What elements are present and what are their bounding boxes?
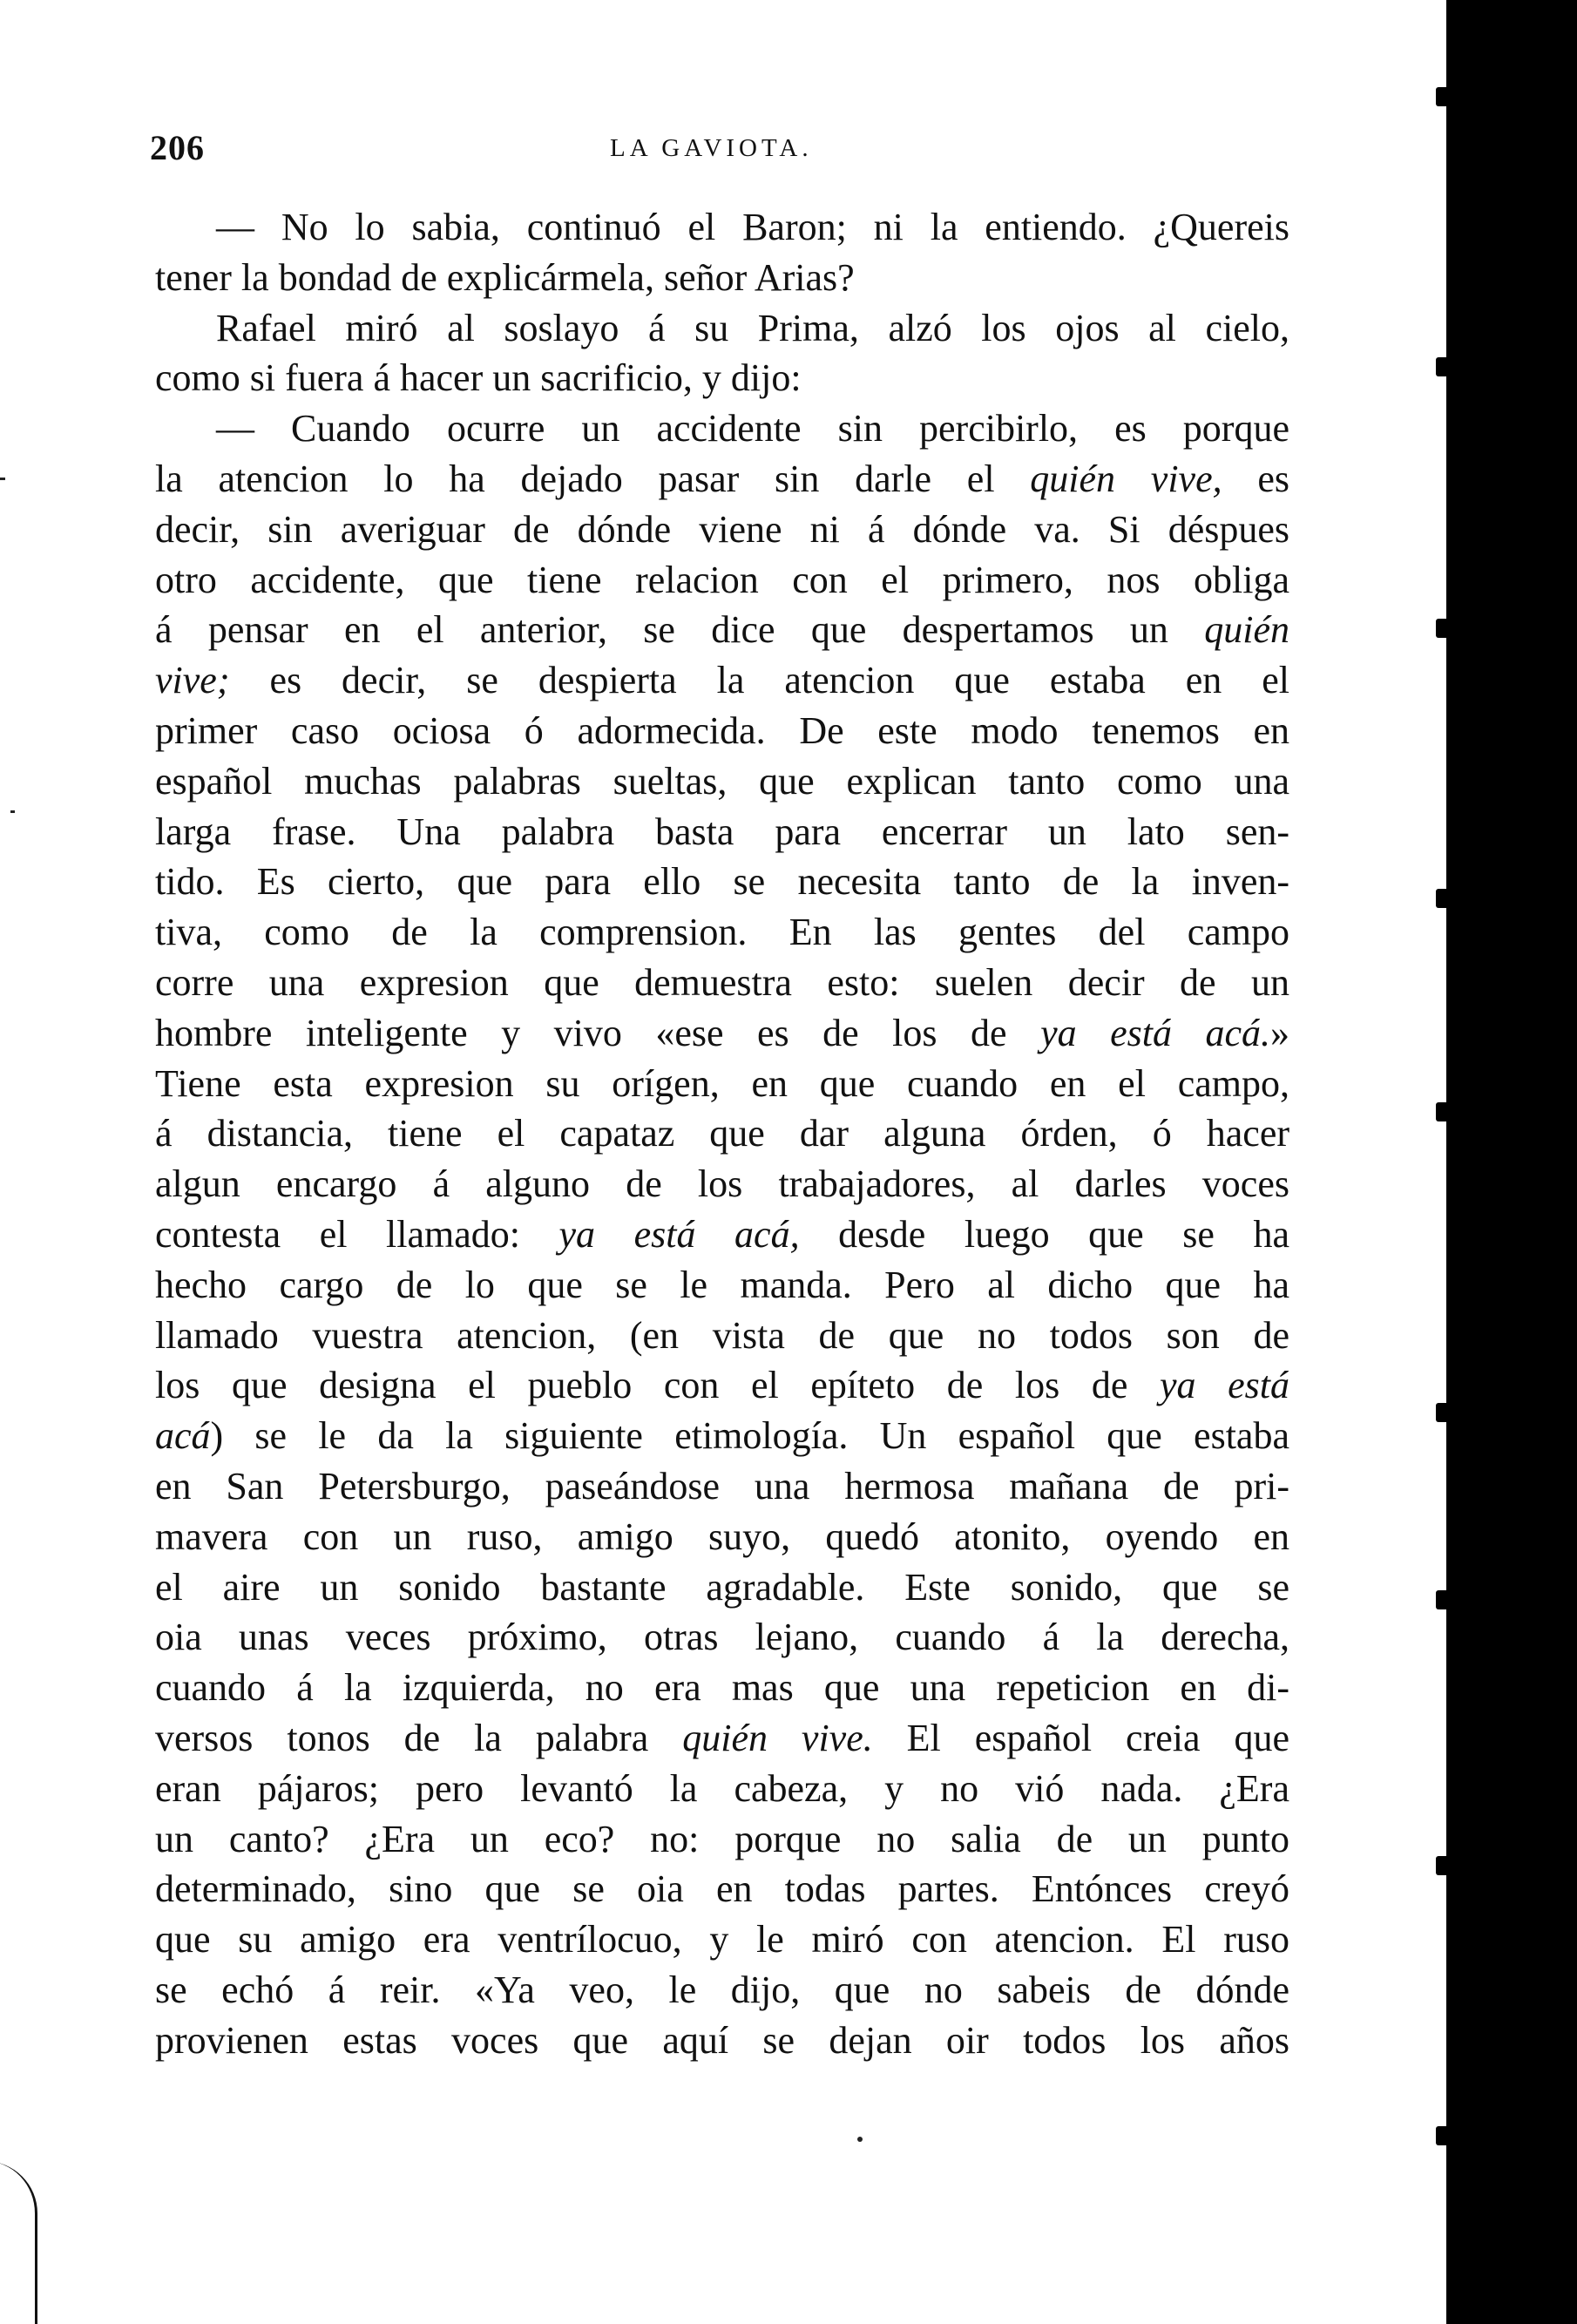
scan-edge-notch xyxy=(1436,87,1457,106)
text-line: primer caso ociosa ó adormecida. De este modo tenemos en xyxy=(155,708,1289,752)
text-line: eran pájaros; pero levantó la cabeza, y no vió nada. ¿Era xyxy=(155,1766,1289,1810)
text-line: mavera con un ruso, amigo suyo, quedó atonito, oyendo en xyxy=(155,1514,1289,1558)
italic-text: quién vive, xyxy=(1030,457,1222,500)
line-text: los que designa el pueblo con el epíteto de los de xyxy=(155,1364,1160,1407)
text-line: tener la bondad de explicármela, señor Arias? xyxy=(155,255,855,299)
line-text: es xyxy=(1222,457,1289,500)
scan-edge-notch xyxy=(1436,619,1457,638)
text-line: como si fuera á hacer un sacrificio, y dijo: xyxy=(155,356,802,400)
text-line: español muchas palabras sueltas, que explican tanto como una xyxy=(155,759,1289,803)
scan-edge-notch xyxy=(1436,1403,1457,1422)
italic-text: ya está acá, xyxy=(558,1212,800,1256)
line-text: es decir, se despierta la atencion que estaba en el xyxy=(229,659,1289,702)
line-text: contesta el llamado: xyxy=(155,1212,559,1256)
italic-text: ya está acá. xyxy=(1040,1011,1270,1054)
text-line: Tiene esta expresion su orígen, en que cuando en el campo, xyxy=(155,1061,1289,1105)
text-line: larga frase. Una palabra basta para encerrar un lato sen- xyxy=(155,810,1289,853)
line-text: versos tonos de la palabra xyxy=(155,1716,683,1759)
text-line: Rafael miró al soslayo á su Prima, alzó los ojos al cielo, xyxy=(216,306,1289,349)
line-text: hombre inteligente y vivo «ese es de los de xyxy=(155,1011,1041,1054)
scan-edge-notch xyxy=(1436,1590,1457,1609)
text-line: — No lo sabia, continuó el Baron; ni la entiendo. ¿Quereis xyxy=(216,206,1289,248)
text-line: determinado, sino que se oia en todas partes. Entónces creyó xyxy=(155,1867,1289,1911)
text-line: hecho cargo de lo que se le manda. Pero al dicho que ha xyxy=(155,1263,1289,1306)
body-text xyxy=(155,202,1289,2065)
scan-mark xyxy=(0,478,5,480)
text-line xyxy=(155,1713,1289,1764)
text-line: algun encargo á alguno de los trabajadores, al darles voces xyxy=(155,1162,1289,1206)
text-line xyxy=(155,454,1289,505)
text-line: que su amigo era ventrílocuo, y le miró con atencion. El ruso xyxy=(155,1918,1289,1962)
page-number: 206 xyxy=(150,128,205,167)
line-text: » xyxy=(1270,1011,1289,1054)
line-text: desde luego que se ha xyxy=(799,1212,1289,1256)
text-line: llamado vuestra atencion, (en vista de que no todos son de xyxy=(155,1313,1289,1357)
text-line: en San Petersburgo, paseándose una hermosa mañana de pri- xyxy=(155,1464,1289,1508)
scan-edge-notch xyxy=(1436,1856,1457,1875)
text-line xyxy=(155,1360,1289,1411)
text-line xyxy=(155,1008,1289,1059)
scan-edge-notch xyxy=(1436,2126,1457,2145)
text-line xyxy=(155,1209,1289,1260)
text-line: corre una expresion que demuestra esto: suelen decir de un xyxy=(155,960,1289,1004)
line-text: ) se le da la siguiente etimología. Un español que estaba xyxy=(210,1414,1289,1458)
text-line: decir, sin averiguar de dónde viene ni á dónde va. Si déspues xyxy=(155,507,1289,551)
text-line: á distancia, tiene el capataz que dar alguna órden, ó hacer xyxy=(155,1112,1289,1155)
text-line: el aire un sonido bastante agradable. Este sonido, que se xyxy=(155,1565,1289,1609)
text-line: — Cuando ocurre un accidente sin percibirlo, es porque xyxy=(216,407,1289,451)
line-text: la atencion lo ha dejado pasar sin darle el xyxy=(155,457,1031,500)
scan-edge-notch xyxy=(1436,357,1457,376)
text-line: se echó á reir. «Ya veo, le dijo, que no sabeis de dónde xyxy=(155,1968,1289,2011)
italic-text: acá xyxy=(155,1414,211,1458)
scan-mark xyxy=(10,810,15,813)
text-line: oia unas veces próximo, otras lejano, cuando á la derecha, xyxy=(155,1616,1289,1659)
text-line: otro accidente, que tiene relacion con el primero, nos obliga xyxy=(155,558,1289,601)
ink-speck xyxy=(857,2137,863,2142)
scan-edge-notch xyxy=(1436,1102,1457,1121)
italic-text: quién xyxy=(1204,608,1289,652)
line-text: á pensar en el anterior, se dice que despertamos un xyxy=(155,608,1205,652)
text-line: un canto? ¿Era un eco? no: porque no salia de un punto xyxy=(155,1817,1289,1860)
scan-page-curve xyxy=(0,2161,37,2324)
text-line: provienen estas voces que aquí se dejan oir todos los años xyxy=(155,2018,1289,2062)
italic-text: vive; xyxy=(155,659,230,702)
text-line: cuando á la izquierda, no era mas que una repeticion en di- xyxy=(155,1666,1289,1710)
scan-edge-notch xyxy=(1436,889,1457,908)
text-line xyxy=(155,605,1289,655)
italic-text: quién vive. xyxy=(682,1716,873,1759)
line-text: El español creia que xyxy=(872,1716,1289,1759)
text-line xyxy=(155,1411,1289,1461)
running-title: LA GAVIOTA. xyxy=(610,134,813,162)
text-line: tido. Es cierto, que para ello se necesita tanto de la inven- xyxy=(155,860,1289,904)
italic-text: ya está xyxy=(1159,1364,1290,1407)
scan-edge xyxy=(1446,0,1577,2324)
text-line: tiva, como de la comprension. En las gentes del campo xyxy=(155,911,1289,954)
page-header xyxy=(150,127,1309,171)
text-line xyxy=(155,655,1289,706)
